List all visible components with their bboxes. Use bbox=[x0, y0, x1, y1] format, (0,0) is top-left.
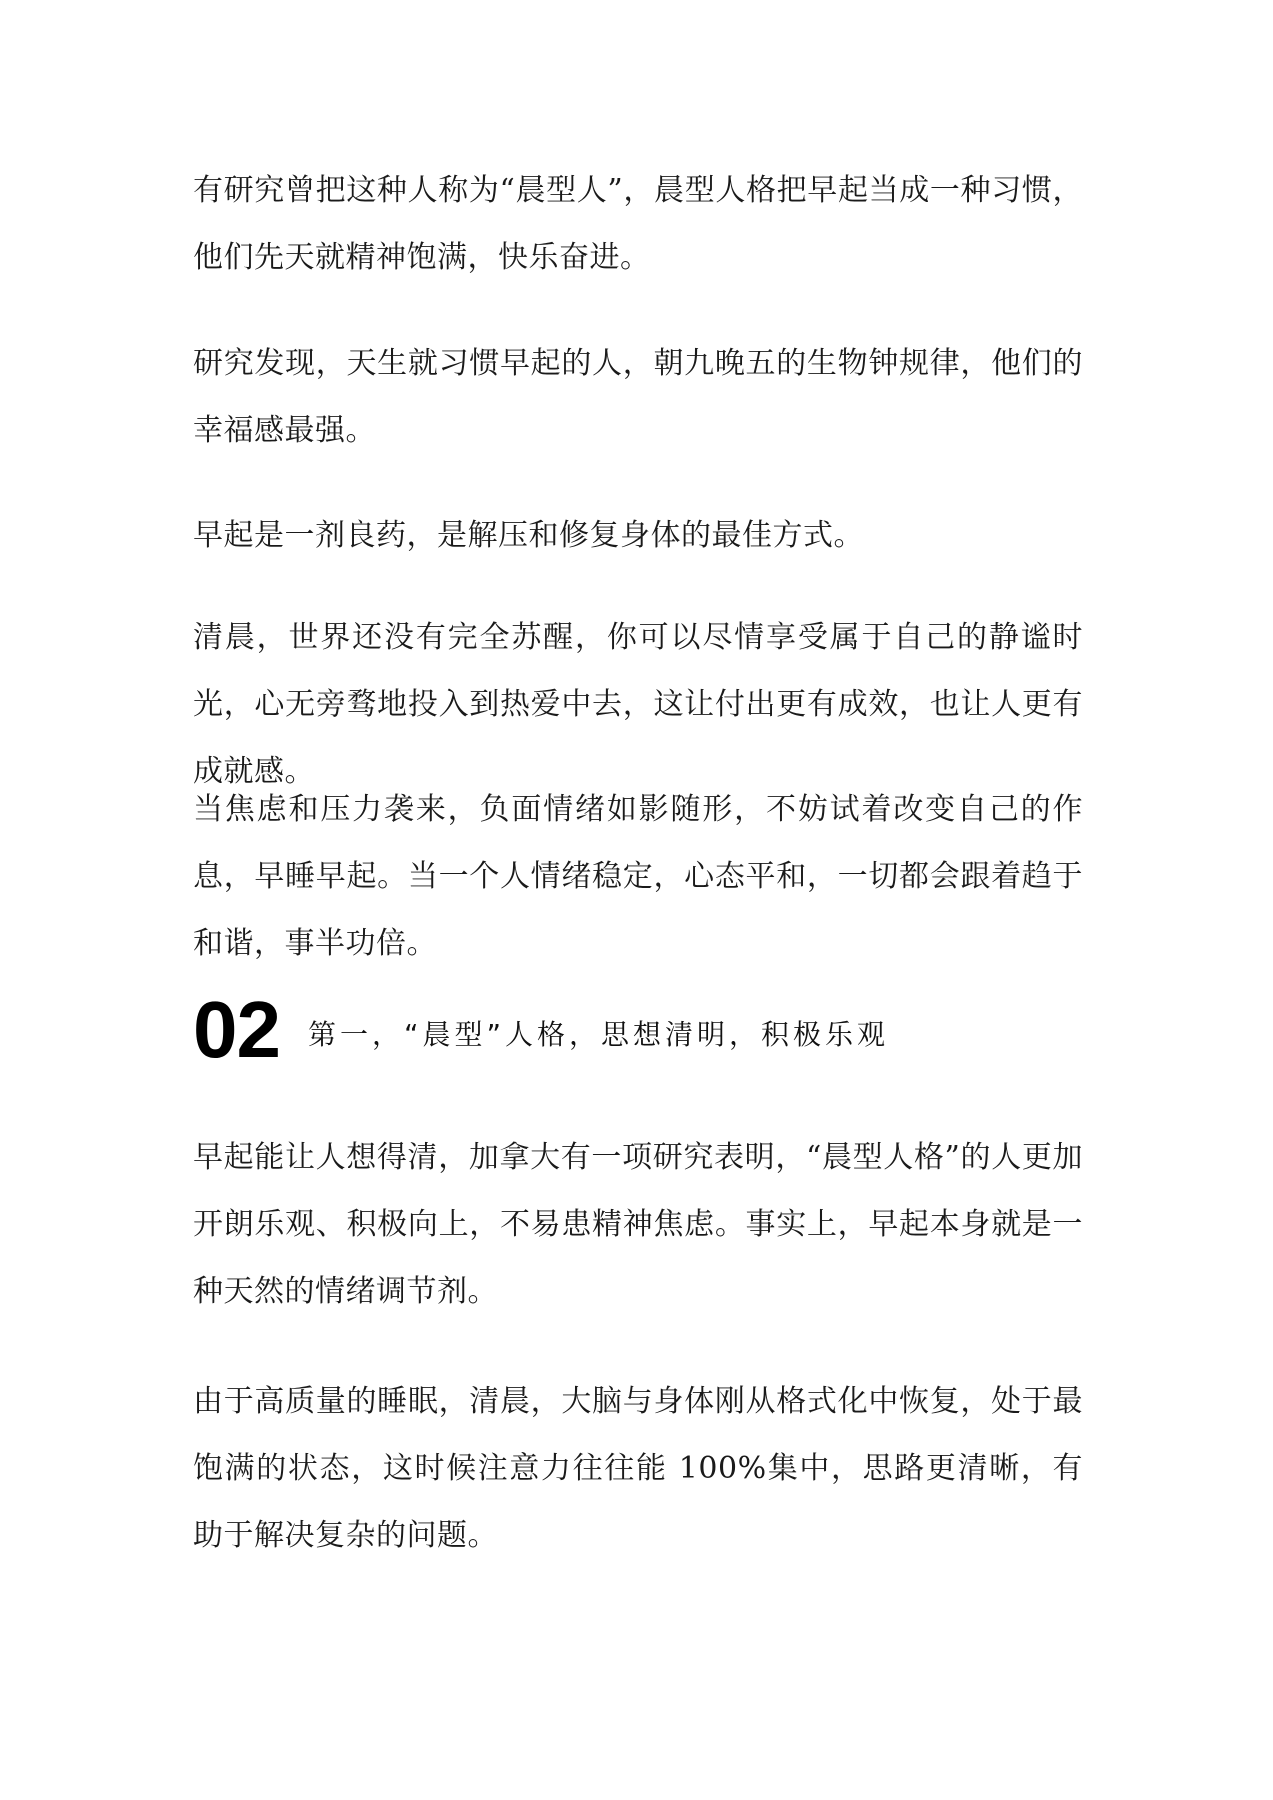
body-paragraph: 由于高质量的睡眠，清晨，大脑与身体刚从格式化中恢复，处于最饱满的状态，这时候注意力往往能 100%集中，思路更清晰，有助于解决复杂的问题。 bbox=[193, 1384, 1083, 1553]
body-paragraph: 早起能让人想得清，加拿大有一项研究表明，“晨型人格”的人更加开朗乐观、积极向上，不易患精神焦虑。事实上，早起本身就是一种天然的情绪调节剂。 bbox=[193, 1140, 1083, 1309]
body-paragraph: 研究发现，天生就习惯早起的人，朝九晚五的生物钟规律，他们的幸福感最强。 bbox=[193, 346, 1083, 448]
body-paragraph: 早起是一剂良药，是解压和修复身体的最佳方式。 bbox=[193, 518, 864, 553]
body-paragraph: 清晨，世界还没有完全苏醒，你可以尽情享受属于自己的静谧时光，心无旁骛地投入到热爱中去，这让付出更有成效，也让人更有成就感。 bbox=[193, 620, 1083, 789]
section-heading bbox=[193, 985, 1083, 1075]
body-paragraph: 有研究曾把这种人称为“晨型人”，晨型人格把早起当成一种习惯，他们先天就精神饱满，快乐奋进。 bbox=[193, 173, 1083, 275]
section-title: 第一，“晨型”人格，思想清明，积极乐观 bbox=[308, 1018, 890, 1051]
body-paragraph: 当焦虑和压力袭来，负面情绪如影随形，不妨试着改变自己的作息，早睡早起。当一个人情绪稳定，心态平和，一切都会跟着趋于和谐，事半功倍。 bbox=[193, 792, 1083, 961]
section-number: 02 bbox=[193, 985, 280, 1074]
